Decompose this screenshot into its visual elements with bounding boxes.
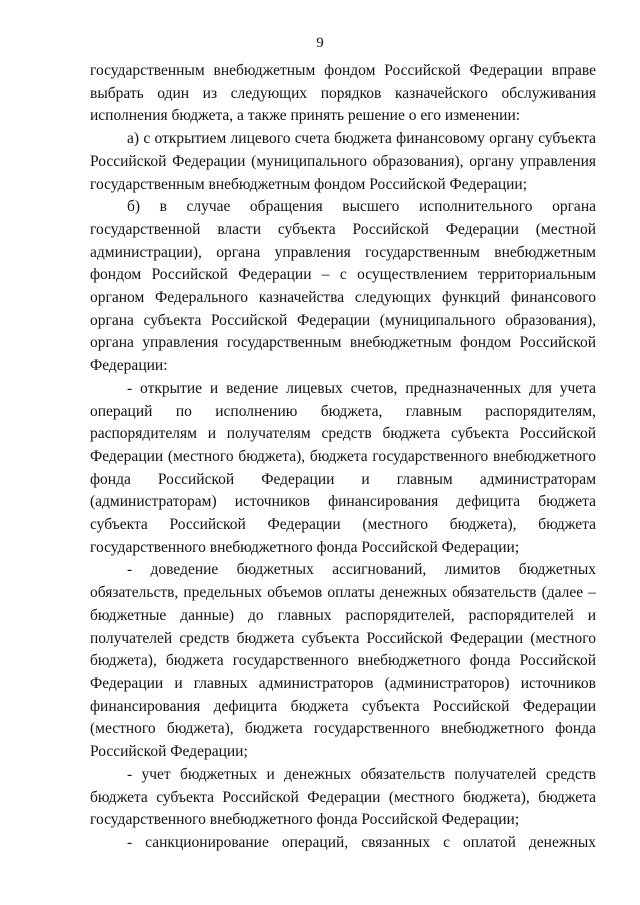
paragraph-option-a: а) с открытием лицевого счета бюджета финансовому органу субъекта Российской Федерации (муниципального образования), органу управления государственным внебюджетным фондом Российской Федерации; <box>90 130 596 193</box>
list-item-budget-data: - доведение бюджетных ассигнований, лимитов бюджетных обязательств, предельных объемов оплаты денежных обязательств (далее – бюджетные данные) до главных распорядителей, распорядителей и получателей средств бюджета субъекта Российской Федерации (местного бюджета), бюджета государственного внебюджетного фонда Российской Федерации и главных администраторов (администраторов) источников финансирования дефицита бюджета субъекта Российской Федерации (местного бюджета), бюджета государственного внебюджетного фонда Российской Федерации; <box>90 561 596 761</box>
list-item-account-opening: - открытие и ведение лицевых счетов, предназначенных для учета операций по исполнению бюджета, главным распорядителям, распорядителям и получателям средств бюджета субъекта Российской Федерации (местного бюджета), бюджета государственного внебюджетного фонда Российской Федерации и главным администраторам (администраторам) источников финансирования дефицита бюджета субъекта Российской Федерации (местного бюджета), бюджета государственного внебюджетного фонда Российской Федерации; <box>90 379 596 556</box>
paragraph-option-b: б) в случае обращения высшего исполнительного органа государственной власти субъекта Российской Федерации (местной администрации), органа управления государственным внебюджетным фондом Российской Федерации – с осуществлением территориальным органом Федерального казначейства следующих функций финансового органа субъекта Российской Федерации (муниципального образования), органа управления государственным внебюджетным фондом Российской Федерации: <box>90 198 596 375</box>
page-number: 9 <box>316 35 324 51</box>
list-item-obligations-accounting: - учет бюджетных и денежных обязательств получателей средств бюджета субъекта Российской Федерации (местного бюджета), бюджета государственного внебюджетного фонда Российской Федерации; <box>90 765 596 829</box>
paragraph-intro: государственным внебюджетным фондом Российской Федерации вправе выбрать один из следующих порядков казначейского обслуживания исполнения бюджета, а также принять решение о его изменении: <box>90 62 596 125</box>
document-body <box>90 60 596 855</box>
list-item-authorization: - санкционирование операций, связанных с оплатой денежных <box>127 833 596 851</box>
